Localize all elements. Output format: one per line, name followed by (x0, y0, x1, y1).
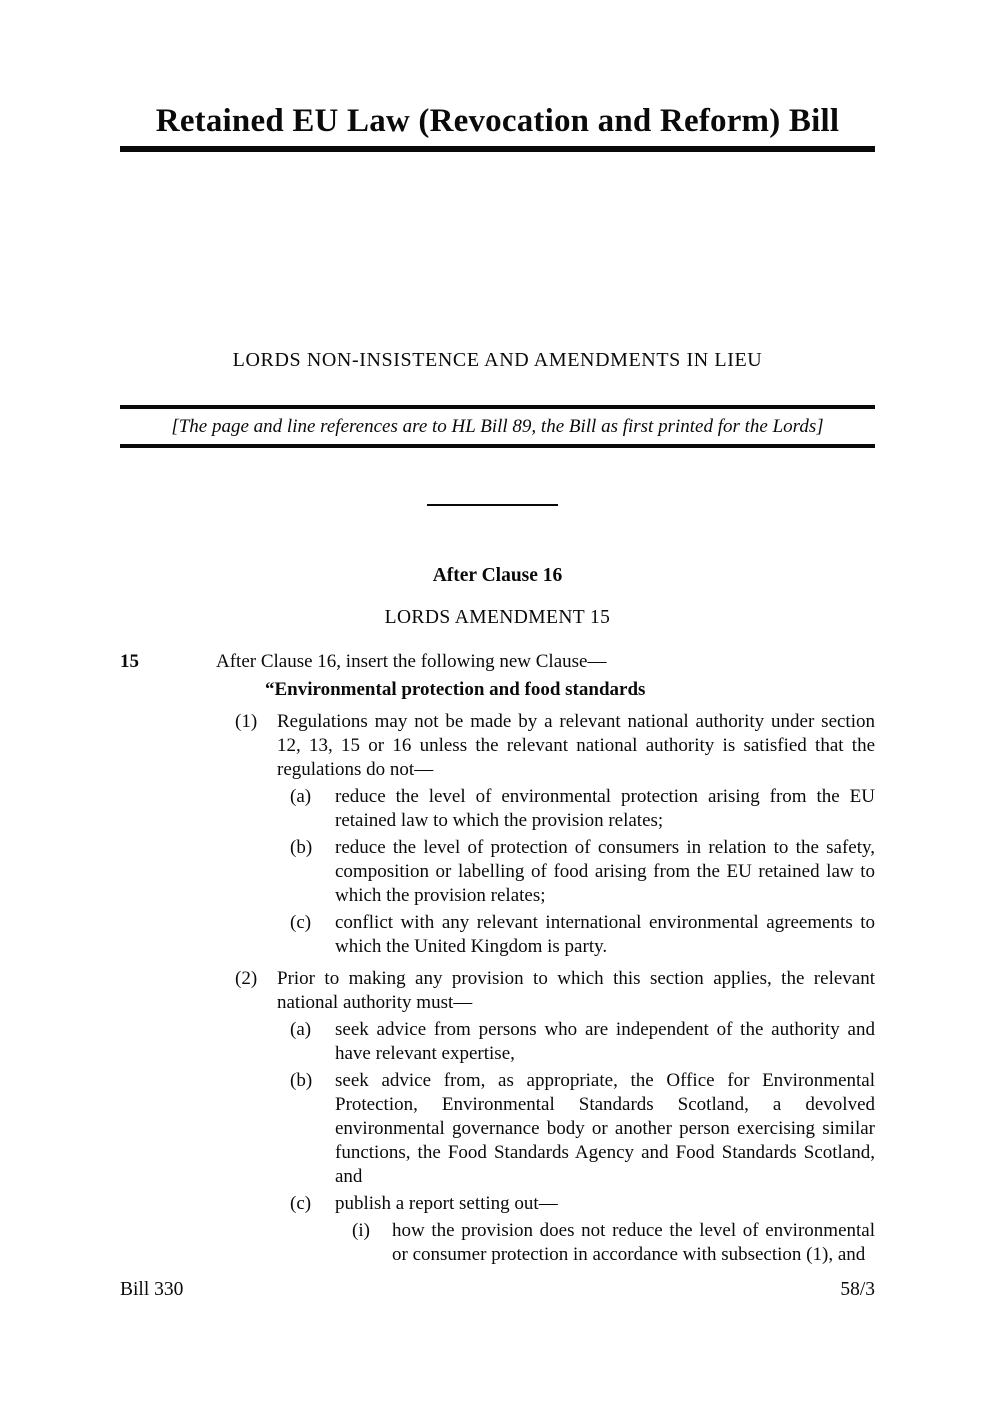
subparagraph-i-label: (i) (352, 1220, 370, 1241)
reference-note-block (120, 405, 875, 448)
subsection-1-text: Regulations may not be made by a relevant national authority under section 12, 13, 15 or 16 unless the relevant national authority is satisfied that the regulations do not— (277, 711, 875, 780)
paragraph-a-text: reduce the level of environmental protection arising from the EU retained law to which the provision relates; (335, 786, 875, 831)
amendment-body (216, 650, 875, 1267)
subsection-2-text: Prior to making any provision to which this section applies, the relevant national authority must— (277, 968, 875, 1013)
subsection-2-paragraph-a (290, 1018, 875, 1066)
subsection-1-paragraph-c (290, 911, 875, 959)
amendment-heading: LORDS AMENDMENT 15 (384, 607, 611, 628)
reference-note: [The page and line references are to HL Bill 89, the Bill as first printed for the Lords] (171, 416, 824, 437)
section-heading: LORDS NON-INSISTENCE AND AMENDMENTS IN LIEU (232, 349, 763, 371)
subparagraph-i-text: how the provision does not reduce the level of environmental or consumer protection in accordance with subsection (1), and (392, 1220, 875, 1265)
paragraph-b-label: (b) (290, 837, 313, 858)
subsection-1 (235, 710, 875, 959)
page-footer (120, 1279, 875, 1301)
paragraph-c-label: (c) (290, 1193, 312, 1214)
footer-bill-number: Bill 330 (120, 1279, 184, 1300)
paragraph-a-label: (a) (290, 786, 312, 807)
paragraph-b-label: (b) (290, 1070, 313, 1091)
paragraph-a-label: (a) (290, 1019, 312, 1040)
note-bottom-rule (120, 444, 875, 448)
subsection-1-label: (1) (235, 711, 258, 732)
clause-location-heading: After Clause 16 (432, 565, 563, 586)
paragraph-b-text: reduce the level of protection of consumers in relation to the safety, composition or labelling of food arising from the EU retained law to which the provision relates; (335, 837, 875, 906)
subsection-2-paragraph-c (290, 1192, 875, 1267)
paragraph-b-text: seek advice from, as appropriate, the Office for Environmental Protection, Environmental Standards Scotland, a devolved environmental governance body or another person exercising similar functions, the Food Standards Agency and Food Standards Scotland, and (335, 1070, 875, 1187)
amendment-instruction: After Clause 16, insert the following new Clause— (216, 651, 607, 672)
new-clause-title: “Environmental protection and food standards (265, 679, 646, 700)
subsection-2-label: (2) (235, 968, 258, 989)
subsection-1-paragraph-a (290, 785, 875, 833)
amendment-number: 15 (120, 651, 139, 672)
subparagraph-i (352, 1219, 875, 1267)
subsection-1-paragraph-b (290, 836, 875, 908)
subsection-2 (235, 967, 875, 1267)
paragraph-c-text: conflict with any relevant international environmental agreements to which the United Kingdom is party. (335, 912, 875, 957)
subsection-2-paragraph-b (290, 1069, 875, 1189)
paragraph-a-text: seek advice from persons who are independent of the authority and have relevant expertise, (335, 1019, 875, 1064)
paragraph-c-text: publish a report setting out— (335, 1193, 558, 1214)
section-divider-rule (427, 504, 558, 506)
paragraph-c-label: (c) (290, 912, 312, 933)
footer-page-reference: 58/3 (840, 1279, 875, 1300)
amendment-15-block (120, 650, 875, 1267)
title-double-rule (120, 146, 875, 152)
page-title: Retained EU Law (Revocation and Reform) Bill (155, 103, 840, 139)
